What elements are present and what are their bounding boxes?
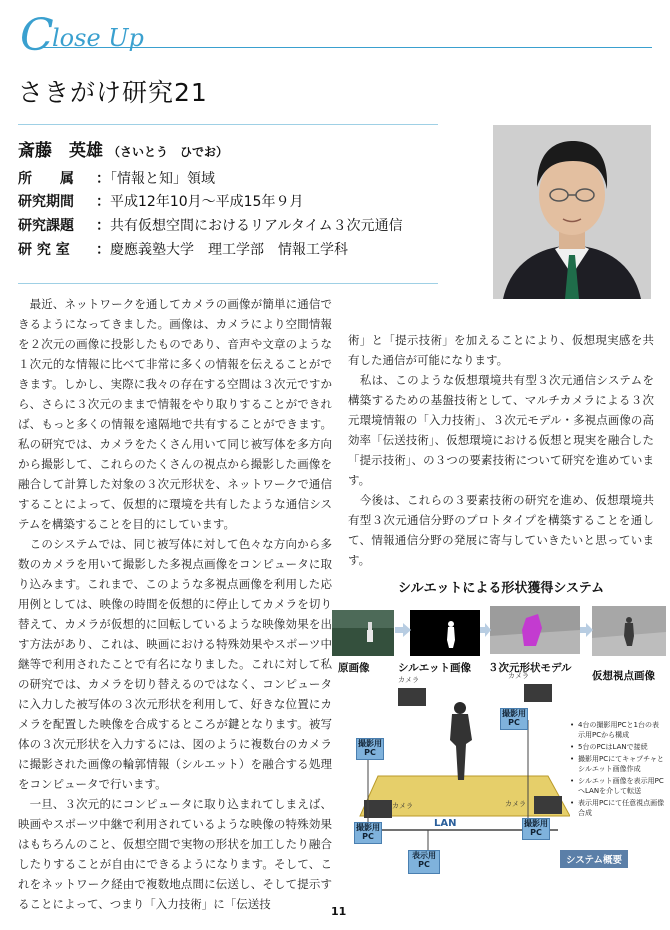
capture-pc-box: 撮影用PC bbox=[356, 738, 384, 760]
info-lab: 研 究 室 ：慶應義塾大学 理工学部 情報工学科 bbox=[18, 242, 348, 258]
body-paragraph: このシステムでは、同じ被写体に対して色々な方向から多数のカメラを用いて撮影した多視点画像をコンピュータに取り込みます。これまで、このような多視点画像を利用した応用例としては、映像の時間を仮想的に停止してカメラを切り替えて、カメラが仮想的に回転しているような映像効果を出す方法があり、これは、映画における特殊効果やスポーツ中継等で利用されたことで有名になりました。これに対して私の研究では、カメラを切り替えるのではなく、コンピュータに入力した被写体の３次元形状を利用して、好きな位置にカメラを配置した映像を合成するところが鍵となります。被写体の３次元形状を入力するには、図のように複数台のカメラに撮影された画像の輪郭情報（シルエット）を融合する処理をコンピュータで行います。 bbox=[18, 537, 332, 791]
capture-pc-box: 撮影用PC bbox=[522, 818, 550, 840]
info-label: 研 究 室 bbox=[18, 242, 70, 258]
section-logo-initial: C bbox=[20, 10, 54, 61]
capture-pc-box: 撮影用PC bbox=[500, 708, 528, 730]
system-diagram bbox=[338, 680, 570, 890]
3d-model-panel bbox=[490, 606, 580, 654]
info-label: 研究期間 bbox=[18, 194, 74, 210]
camera-label: カメラ bbox=[398, 676, 419, 684]
body-paragraph: 今後は、これらの３要素技術の研究を進め、仮想環境共有型３次元通信分野のプロトタイプを構築することを通して、情報通信分野の発展に寄与していきたいと思っています。 bbox=[348, 493, 654, 567]
camera-label: カメラ bbox=[392, 802, 413, 810]
system-note: • 撮影用PCにてキャプチャとシルエット画像作成 bbox=[570, 754, 665, 774]
panel-caption-3d-model: ３次元形状モデル bbox=[488, 662, 572, 674]
body-right-column bbox=[348, 330, 654, 570]
system-note: • 5台のPCはLANで接続 bbox=[570, 742, 665, 752]
original-image-panel bbox=[332, 610, 394, 656]
researcher-name: 斎藤 英雄 bbox=[18, 141, 103, 161]
3d-model-image bbox=[490, 606, 580, 654]
camera-label: カメラ bbox=[505, 800, 526, 808]
info-value: 平成12年10月〜平成15年９月 bbox=[110, 194, 304, 210]
virtual-view-panel bbox=[592, 606, 666, 656]
section-logo-text: lose Up bbox=[52, 24, 144, 52]
info-topic: 研究課題 ：共有仮想空間におけるリアルタイム３次元通信 bbox=[18, 218, 403, 234]
title-divider bbox=[18, 124, 438, 125]
researcher-portrait bbox=[493, 125, 651, 299]
panel-caption-silhouette: シルエット画像 bbox=[398, 662, 472, 674]
body-paragraph: 私は、このような仮想環境共有型３次元通信システムを構築するための基盤技術として、マルチカメラによる３次元環境情報の「入力技術」、３次元モデル・多視点画像の高効率「伝送技術」、仮想環境における仮想と現実を融合した「提示技術」、の３つの要素技術について研究を進めています。 bbox=[348, 373, 654, 487]
capture-pc-box: 撮影用PC bbox=[354, 822, 382, 844]
info-period: 研究期間 ：平成12年10月〜平成15年９月 bbox=[18, 194, 304, 210]
display-pc-box: 表示用PC bbox=[408, 850, 440, 874]
panel-caption-original: 原画像 bbox=[338, 662, 370, 674]
body-paragraph: 最近、ネットワークを通してカメラの画像が簡単に通信できるようになってきました。画像は、カメラにより空間情報を２次元の画像に投影したものであり、音声や文章のような１次元的な情報に比べて非常に多くの情報を伝えることができます。しかし、実際に我々の存在する空間は３次元ですから、さらに３次元のままで情報をやり取りすることができれば、もっと多くの情報を遠隔地で共有することができます。私の研究では、カメラをたくさん用いて同じ被写体を多方向から撮影して、これらのたくさんの視点から撮影した画像を融合して計算した対象の３次元形状を、ネットワークで通信することによって、仮想的に環境を共有したような通信システムを構築することを目的にしています。 bbox=[18, 297, 332, 531]
system-note: • シルエット画像を表示用PCへLANを介して転送 bbox=[570, 776, 665, 796]
figure-title: シルエットによる形状獲得システム bbox=[398, 581, 605, 596]
page-number: 11 bbox=[331, 905, 347, 918]
system-overview-tag: システム概要 bbox=[560, 850, 628, 868]
system-note: • 4台の撮影用PCと1台の表示用PCから構成 bbox=[570, 720, 665, 740]
camera-label: カメラ bbox=[508, 672, 529, 680]
body-left-column bbox=[18, 294, 332, 914]
panel-caption-virtual-view: 仮想視点画像 bbox=[592, 670, 655, 682]
body-paragraph: 術」と「提示技術」を加えることにより、仮想現実感を共有した通信が可能になります。 bbox=[348, 333, 654, 367]
system-notes bbox=[570, 720, 665, 820]
info-value: 「情報と知」領域 bbox=[110, 171, 215, 187]
researcher-reading: （さいとう ひでお） bbox=[108, 145, 229, 159]
lan-label: LAN bbox=[434, 818, 457, 829]
info-label: 所 属 bbox=[18, 171, 74, 187]
arrow-right-icon bbox=[480, 622, 492, 638]
arrow-right-icon bbox=[394, 622, 412, 638]
arrow-right-icon bbox=[580, 622, 594, 638]
page-title: さきがけ研究21 bbox=[18, 78, 208, 107]
silhouette-image bbox=[410, 610, 480, 656]
info-value: 共有仮想空間におけるリアルタイム３次元通信 bbox=[110, 218, 403, 234]
portrait-illustration bbox=[493, 125, 651, 299]
header-rule bbox=[40, 47, 652, 48]
original-image bbox=[332, 610, 394, 656]
silhouette-image-panel bbox=[410, 610, 480, 656]
info-label: 研究課題 bbox=[18, 218, 74, 234]
info-affiliation: 所 属 ：「情報と知」領域 bbox=[18, 171, 215, 187]
info-value: 慶應義塾大学 理工学部 情報工学科 bbox=[110, 242, 348, 258]
info-divider bbox=[18, 283, 438, 284]
system-note: • 表示用PCにて任意視点画像合成 bbox=[570, 798, 665, 818]
body-paragraph: 一旦、３次元的にコンピュータに取り込まれてしまえば、映画やスポーツ中継で利用されているような映像の特殊効果はもちろんのこと、仮想空間で実物の形状を加工したり融合したりすることが自由にできるようになります。そして、これをネットワーク経由で複数地点間に伝送し、そして提示することによって、つまり「入力技術」に「伝送技 bbox=[18, 797, 332, 911]
virtual-view-image bbox=[592, 606, 666, 656]
